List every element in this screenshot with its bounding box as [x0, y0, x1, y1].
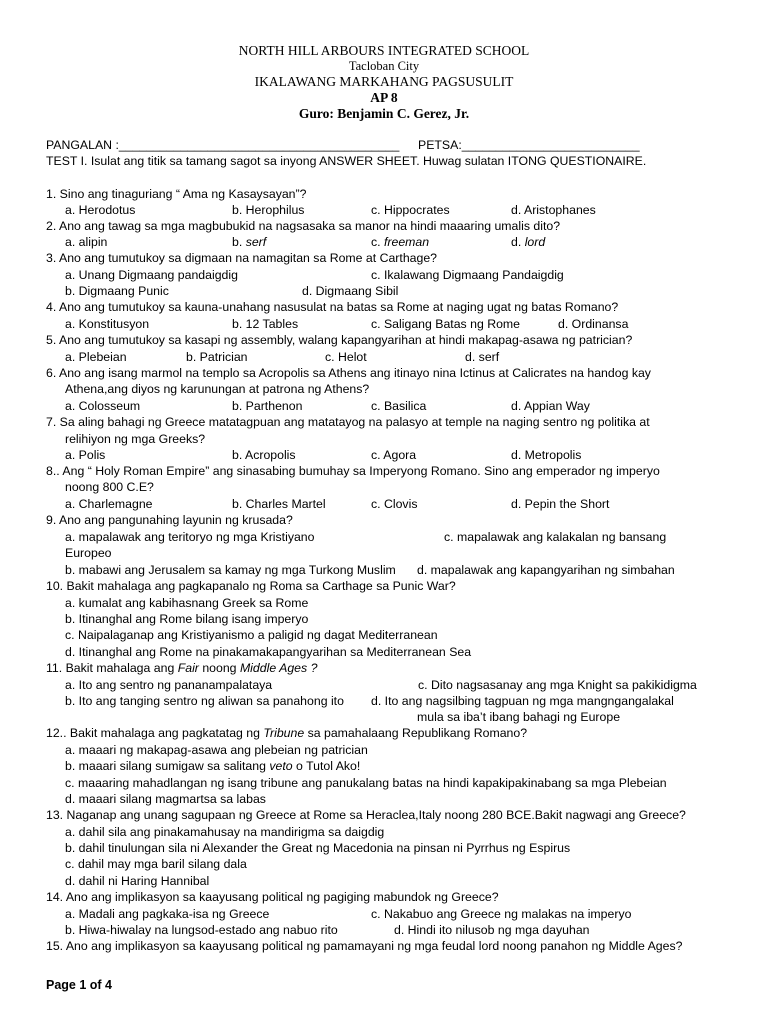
q4-choice-a: a. Konstitusyon — [65, 317, 150, 331]
q13-choice-b: b. dahil tinulungan sila ni Alexander the Great ng Macedonia na pinsan ni Pyrrhus ng Espirus — [65, 841, 571, 855]
question-14: 14. Ano ang implikasyon sa kaayusang political ng pagiging mabundok ng Greece? — [46, 890, 499, 904]
q11-choice-c: c. Dito nagsasanay ang mga Knight sa pakikidigma — [418, 678, 697, 692]
q5-choice-d: d. serf — [465, 350, 500, 364]
question-3: 3. Ano ang tumutukoy sa digmaan na namagitan sa Rome at Carthage? — [46, 251, 438, 265]
teacher-name: Guro: Benjamin C. Gerez, Jr. — [298, 106, 470, 121]
q11-choice-d-cont: mula sa iba’t ibang bahagi ng Europe — [417, 710, 621, 724]
exam-title: IKALAWANG MARKAHANG PAGSUSULIT — [254, 74, 514, 89]
q6-choice-d: d. Appian Way — [511, 399, 590, 413]
page-number: Page 1 of 4 — [46, 978, 112, 992]
school-name: NORTH HILL ARBOURS INTEGRATED SCHOOL — [238, 43, 530, 58]
q3-choice-c: c. Ikalawang Digmaang Pandaigdig — [371, 268, 564, 282]
q12-choice-d: d. maaari silang magmartsa sa labas — [65, 792, 266, 806]
question-4: 4. Ano ang tumutukoy sa kauna-unahang nasusulat na batas sa Rome at naging ugat ng batas Romano? — [46, 300, 619, 314]
test-instruction: TEST I. Isulat ang titik sa tamang sagot sa inyong ANSWER SHEET. Huwag sulatan ITONG QUESTIONAIRE. — [46, 154, 647, 168]
q4-choice-b: b. 12 Tables — [232, 317, 299, 331]
question-9: 9. Ano ang pangunahing layunin ng krusada? — [46, 513, 293, 527]
q9-choice-b: b. mabawi ang Jerusalem sa kamay ng mga Turkong Muslim — [65, 563, 396, 577]
question-12: 12.. Bakit mahalaga ang pagkatatag ng Tribune sa pamahalaang Republikang Romano? — [46, 726, 528, 740]
q1-choice-d: d. Aristophanes — [511, 203, 596, 217]
q1-choice-b: b. Herophilus — [232, 203, 305, 217]
question-13: 13. Naganap ang unang sagupaan ng Greece at Rome sa Heraclea,Italy noong 280 BCE.Bakit nagwagi ang Greece? — [46, 808, 686, 822]
question-5: 5. Ano ang tumutukoy sa kasapi ng assembly, walang kapangyarihan at hindi makapag-asawa ng patrician? — [46, 333, 633, 347]
q2-choice-d: d. lord — [511, 235, 546, 249]
q14-choice-d: d. Hindi ito nilusob ng mga dayuhan — [394, 923, 590, 937]
q6-choice-b: b. Parthenon — [232, 399, 303, 413]
question-15: 15. Ano ang implikasyon sa kaayusang political ng pamamayani ng mga feudal lord noong panahon ng Middle Ages? — [46, 939, 683, 953]
subject-title: AP 8 — [370, 90, 398, 105]
q5-choice-c: c. Helot — [325, 350, 367, 364]
q13-choice-a: a. dahil sila ang pinakamahusay na mandirigma sa daigdig — [65, 825, 385, 839]
q14-choice-a: a. Madali ang pagkaka-isa ng Greece — [65, 907, 270, 921]
q9-choice-c-cont: Europeo — [65, 546, 112, 560]
q5-choice-b: b. Patrician — [186, 350, 248, 364]
q12-choice-c: c. maaaring mahadlangan ng isang tribune ang panukalang batas na hindi kapakipakinabang sa mga Plebeian — [65, 776, 667, 790]
q5-choice-a: a. Plebeian — [65, 350, 127, 364]
q10-choice-c: c. Naipalaganap ang Kristiyanismo a paligid ng dagat Mediterranean — [65, 628, 438, 642]
question-10: 10. Bakit mahalaga ang pagkapanalo ng Roma sa Carthage sa Punic War? — [46, 579, 456, 593]
q13-choice-c: c. dahil may mga baril silang dala — [65, 857, 247, 871]
question-6: 6. Ano ang isang marmol na templo sa Acropolis sa Athens ang itinayo nina Ictinus at Calicrates na handog kay — [46, 366, 651, 380]
question-1: 1. Sino ang tinaguriang “ Ama ng Kasaysayan”? — [46, 187, 307, 201]
q9-choice-d: d. mapalawak ang kapangyarihan ng simbahan — [417, 563, 675, 577]
q10-choice-d: d. Itinanghal ang Rome na pinakamakapangyarihan sa Mediterranean Sea — [65, 645, 472, 659]
q8-choice-d: d. Pepin the Short — [511, 497, 610, 511]
q11-choice-b: b. Ito ang tanging sentro ng aliwan sa panahong ito — [65, 694, 344, 708]
question-8-cont: noong 800 C.E? — [65, 480, 154, 494]
q2-choice-a: a. alipin — [65, 235, 108, 249]
q14-choice-b: b. Hiwa-hiwalay na lungsod-estado ang nabuo rito — [65, 923, 338, 937]
q3-choice-d: d. Digmaang Sibil — [302, 284, 399, 298]
question-7-cont: relihiyon ng mga Greeks? — [65, 432, 206, 446]
q6-choice-c: c. Basilica — [371, 399, 427, 413]
school-city: Tacloban City — [348, 59, 420, 73]
q11-choice-a: a. Ito ang sentro ng pananampalataya — [65, 678, 273, 692]
q14-choice-c: c. Nakabuo ang Greece ng malakas na imperyo — [371, 907, 632, 921]
q3-choice-b: b. Digmaang Punic — [65, 284, 169, 298]
q4-choice-d: d. Ordinansa — [558, 317, 629, 331]
q7-choice-d: d. Metropolis — [511, 448, 582, 462]
question-2: 2. Ano ang tawag sa mga magbubukid na nagsasaka sa manor na hindi maaaring umalis dito? — [46, 219, 561, 233]
question-7: 7. Sa aling bahagi ng Greece matatagpuan ang matatayog na palasyo at temple na naging sentro ng politika at — [46, 415, 650, 429]
question-8: 8.. Ang “ Holy Roman Empire” ang sinasabing bumuhay sa Imperyong Romano. Sino ang emperador ng imperyo — [46, 464, 660, 478]
question-11: 11. Bakit mahalaga ang Fair noong Middle Ages ? — [46, 661, 318, 675]
date-field: PETSA:__________________________ — [418, 138, 640, 152]
q9-choice-a: a. mapalawak ang teritoryo ng mga Kristiyano — [65, 530, 315, 544]
q10-choice-b: b. Itinanghal ang Rome bilang isang imperyo — [65, 612, 309, 626]
q2-choice-c: c. freeman — [371, 235, 430, 249]
q12-choice-a: a. maaari ng makapag-asawa ang plebeian ng patrician — [65, 743, 368, 757]
q4-choice-c: c. Saligang Batas ng Rome — [371, 317, 521, 331]
q8-choice-b: b. Charles Martel — [232, 497, 326, 511]
q7-choice-c: c. Agora — [371, 448, 417, 462]
q6-choice-a: a. Colosseum — [65, 399, 141, 413]
question-6-cont: Athena,ang diyos ng karunungan at patrona ng Athens? — [65, 382, 370, 396]
q12-choice-b: b. maaari silang sumigaw sa salitang veto o Tutol Ako! — [65, 759, 361, 773]
q2-choice-b: b. serf — [232, 235, 267, 249]
q8-choice-c: c. Clovis — [371, 497, 418, 511]
q1-choice-a: a. Herodotus — [65, 203, 136, 217]
q3-choice-a: a. Unang Digmaang pandaigdig — [65, 268, 238, 282]
q10-choice-a: a. kumalat ang kabihasnang Greek sa Rome — [65, 596, 309, 610]
q8-choice-a: a. Charlemagne — [65, 497, 153, 511]
q13-choice-d: d. dahil ni Haring Hannibal — [65, 874, 210, 888]
q1-choice-c: c. Hippocrates — [371, 203, 450, 217]
q9-choice-c: c. mapalawak ang kalakalan ng bansang — [444, 530, 667, 544]
q7-choice-a: a. Polis — [65, 448, 106, 462]
q11-choice-d: d. Ito ang nagsilbing tagpuan ng mga mangngangalakal — [371, 694, 674, 708]
name-field: PANGALAN :_________________________________________ — [46, 138, 400, 152]
q7-choice-b: b. Acropolis — [232, 448, 296, 462]
